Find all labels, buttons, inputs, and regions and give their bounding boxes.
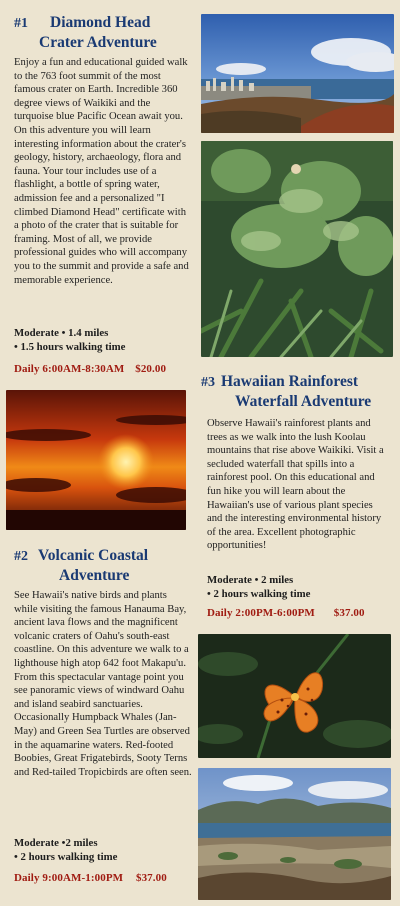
tour3-difficulty	[207, 573, 392, 601]
tour3-title-line2: Waterfall Adventure	[235, 393, 372, 410]
tour3-schedule-time: Daily 2:00PM-6:00PM	[207, 607, 315, 619]
tour2-title	[14, 546, 194, 585]
tour2-schedule-time: Daily 9:00AM-1:00PM	[14, 872, 124, 884]
tour3-price: $37.00	[333, 607, 365, 619]
tour2-duration: • 2 hours walking time	[14, 851, 118, 863]
tour1-duration: • 1.5 hours walking time	[14, 341, 126, 353]
tour3-description: Observe Hawaii's rainforest plants and trees as we walk into the lush Koolau mountains that rise above Waikiki. Visit a secluded waterfall that spills into a rainforest pool. On this educational and fun hike you will learn about the Hawaiian's use of various plant species and the interesting environmental history of the area. Excellent photographic opportunities!	[207, 418, 384, 552]
tour1-difficulty	[14, 326, 194, 354]
photo-waikiki-view	[201, 14, 394, 133]
photo-orange-lily	[198, 634, 391, 758]
tour2-distance: Moderate •2 miles	[14, 837, 98, 849]
tour1-number: #1	[14, 16, 28, 31]
tour2-price: $37.00	[135, 872, 167, 884]
tour1-title-line1: Diamond Head	[50, 14, 151, 31]
tour3-distance: Moderate • 2 miles	[207, 574, 294, 586]
photo-rainforest-plants	[201, 141, 393, 357]
tour1-distance: Moderate • 1.4 miles	[14, 327, 109, 339]
tour1-schedule	[14, 363, 194, 375]
tour1-description: Enjoy a fun and educational guided walk to the 763 foot summit of the most famous crater on Earth. Incredible 360 degree views of Waikiki and the turquoise blue Pacific Ocean await you. On this adventure you will learn interesting information about the crater's geology, history, archaeology, flora and fauna. Your tour includes use of a flashlight, a bottle of spring water, admission fee and a personalized "I climbed Diamond Head" certificate with a photo of the crater that is suitable for framing. Most of all, we provide professional guides who will accompany you to the summit and provide a safe and memorable experience.	[14, 57, 189, 286]
tour2-description: See Hawaii's native birds and plants while visiting the famous Hanauma Bay, ancient lava flows and the magnificent volcanic craters of Oahu's south-east coastline. On this adventure we walk to a lighthouse high atop 642 foot Makapu'u. From this spectacular vantage point you see panoramic views of windward Oahu and island seabird sanctuaries. Occasionally Humpback Whales (Jan-May) and Green Sea Turtles are observed in the aquamarine waters. Red-footed Boobies, Great Frigatebirds, Sooty Terns and Red-tailed Tropicbirds are often seen.	[14, 590, 192, 778]
tour1-title-line2: Crater Adventure	[39, 34, 157, 51]
tour2-title-line1: Volcanic Coastal	[38, 547, 149, 564]
tour3-number: #3	[201, 375, 215, 390]
photo-volcanic-coast	[198, 768, 391, 900]
tour2-schedule	[14, 872, 198, 884]
tour3-title-line1: Hawaiian Rainforest	[221, 373, 359, 390]
tour1-schedule-time: Daily 6:00AM-8:30AM	[14, 363, 125, 375]
tour2-number: #2	[14, 549, 28, 564]
tour3-schedule	[207, 607, 397, 619]
photo-sunset	[6, 390, 186, 530]
tour2-difficulty	[14, 836, 194, 864]
tour3-title	[201, 372, 397, 411]
tour1-price: $20.00	[135, 363, 167, 375]
tour2-title-line2: Adventure	[59, 567, 130, 584]
tour3-duration: • 2 hours walking time	[207, 588, 311, 600]
tour1-title	[14, 13, 194, 52]
